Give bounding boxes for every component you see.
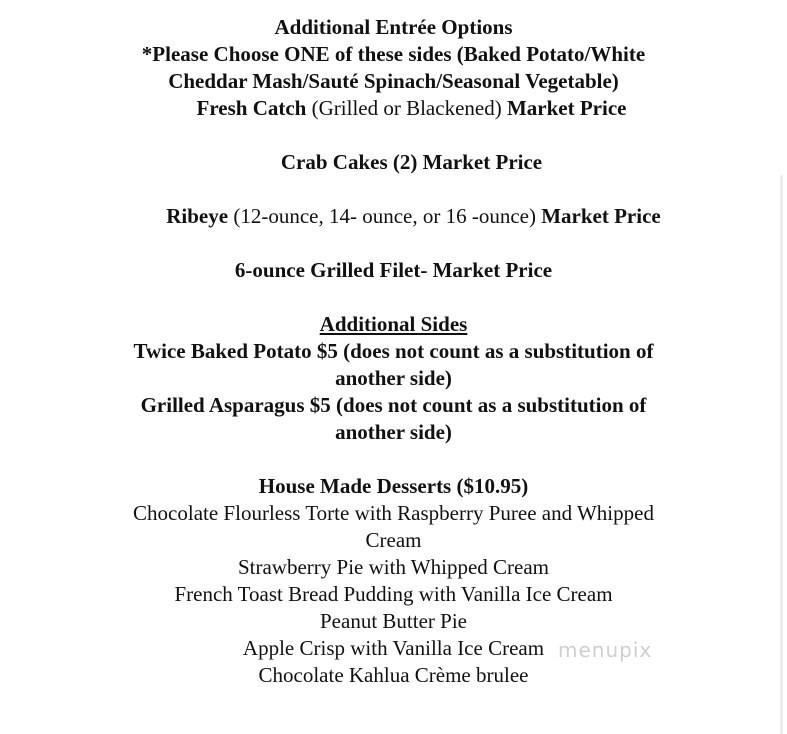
crab-cakes-item: Crab Cakes (2) Market Price xyxy=(280,150,543,174)
ribeye-price: Market Price xyxy=(541,204,661,228)
ribeye-item xyxy=(0,203,787,229)
desserts-heading: House Made Desserts ($10.95) xyxy=(258,474,529,498)
side-item-1-line-2: another side) xyxy=(335,366,452,390)
sides-note-line-1: *Please Choose ONE of these sides (Baked Potato/White xyxy=(141,42,646,66)
dessert-item-6: Chocolate Kahlua Crème brulee xyxy=(258,663,529,687)
scan-edge-shadow xyxy=(780,175,783,734)
entree-heading: Additional Entrée Options xyxy=(274,15,513,39)
ribeye-name: Ribeye xyxy=(166,204,229,228)
dessert-item-5: Apple Crisp with Vanilla Ice Cream xyxy=(242,636,545,660)
fresh-catch-item xyxy=(0,95,787,121)
filet-item: 6-ounce Grilled Filet- Market Price xyxy=(234,258,553,282)
dessert-item-3: French Toast Bread Pudding with Vanilla Ice Cream xyxy=(174,582,613,606)
side-item-2-line-1: Grilled Asparagus $5 (does not count as a substitution of xyxy=(140,393,647,417)
side-item-2-line-2: another side) xyxy=(335,420,452,444)
dessert-item-4: Peanut Butter Pie xyxy=(320,609,467,633)
dessert-item-1-line-1: Chocolate Flourless Torte with Raspberry Puree and Whipped xyxy=(133,501,654,525)
fresh-catch-name: Fresh Catch xyxy=(196,96,307,120)
side-item-1-line-1: Twice Baked Potato $5 (does not count as a substitution of xyxy=(133,339,654,363)
dessert-item-2: Strawberry Pie with Whipped Cream xyxy=(237,555,550,579)
sides-heading-text: Additional Sides xyxy=(319,312,468,336)
fresh-catch-detail: (Grilled or Blackened) xyxy=(306,96,507,120)
sides-note-line-2: Cheddar Mash/Sauté Spinach/Seasonal Vegetable) xyxy=(168,69,619,93)
fresh-catch-price: Market Price xyxy=(506,96,627,120)
ribeye-detail: (12-ounce, 14- ounce, or 16 -ounce) xyxy=(228,204,542,228)
menupix-watermark: menupix xyxy=(558,638,653,662)
dessert-item-1-line-2: Cream xyxy=(365,528,422,552)
sides-heading xyxy=(0,311,787,337)
